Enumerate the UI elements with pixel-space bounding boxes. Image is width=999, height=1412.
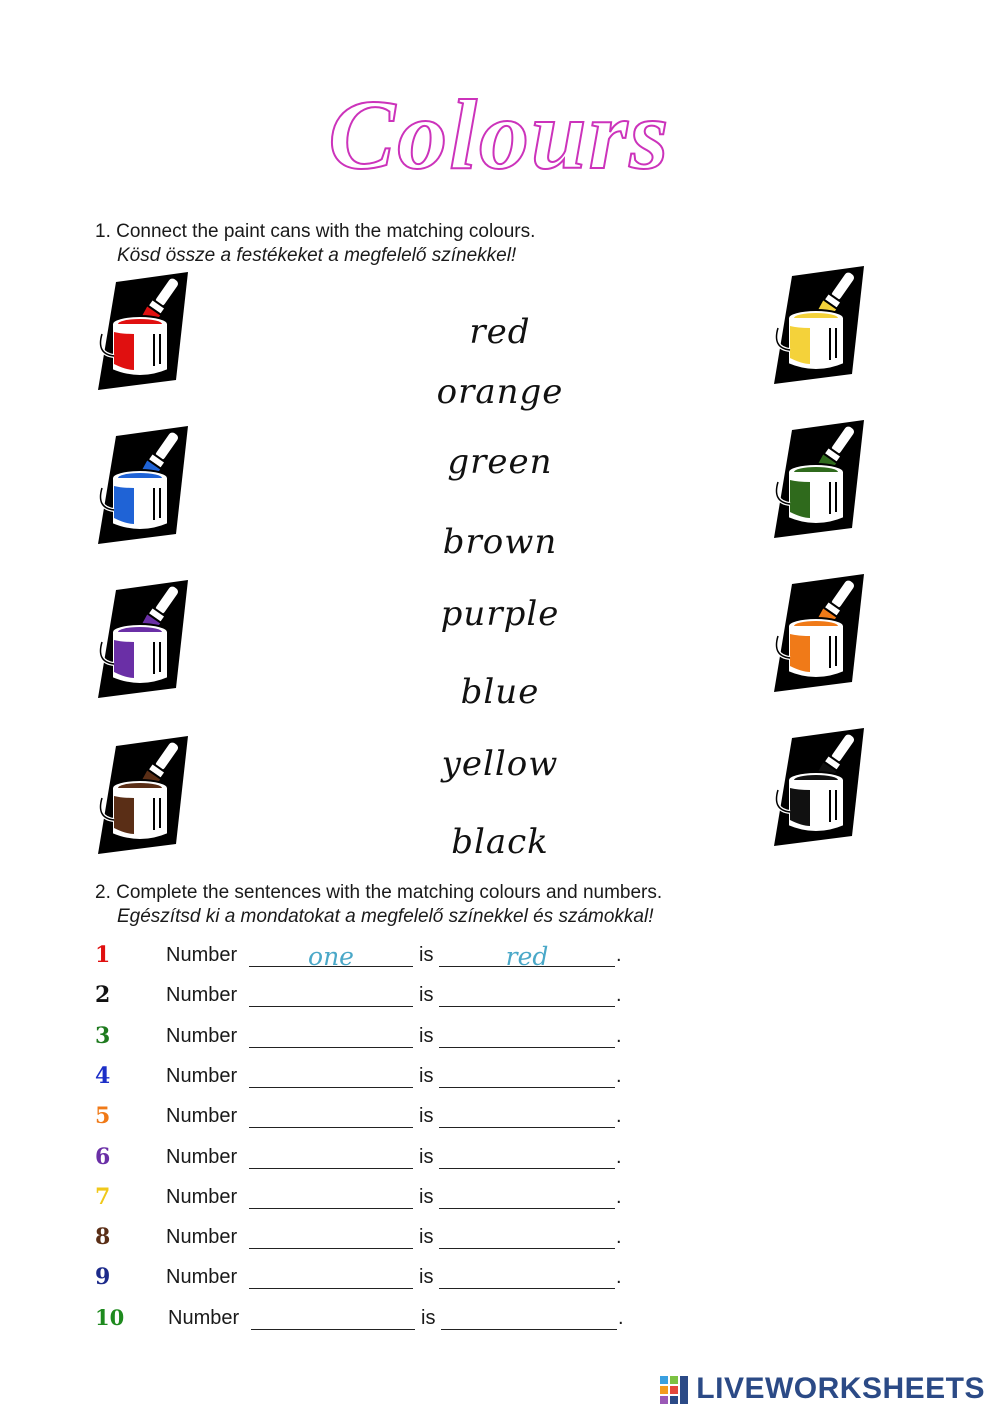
- is-label: is: [419, 1145, 434, 1168]
- colour-answer-input[interactable]: [439, 1065, 615, 1088]
- row-number: 5: [95, 1103, 111, 1130]
- colour-word[interactable]: red: [469, 312, 531, 352]
- colour-answer-input[interactable]: [439, 984, 615, 1007]
- sentence-row: [95, 940, 655, 976]
- period: .: [616, 1105, 622, 1128]
- brand-logo: [696, 1372, 985, 1406]
- liveworksheets-logo-icon: [660, 1376, 688, 1404]
- is-label: is: [419, 1185, 434, 1208]
- sentence-row: [95, 1021, 655, 1057]
- is-label: is: [419, 1266, 434, 1289]
- is-label: is: [419, 984, 434, 1007]
- period: .: [616, 944, 622, 966]
- sentence-row: [95, 1182, 655, 1218]
- period: .: [616, 1064, 622, 1087]
- is-label: is: [419, 1226, 434, 1249]
- is-label: is: [419, 1024, 434, 1047]
- number-answer-input[interactable]: [249, 1065, 413, 1088]
- sentence-row: [95, 1142, 655, 1178]
- colour-word[interactable]: brown: [442, 522, 558, 562]
- colour-answer-input[interactable]: [439, 1226, 615, 1249]
- period: .: [616, 1226, 622, 1249]
- row-number: 2: [95, 982, 111, 1009]
- paint-can-left[interactable]: [98, 272, 190, 395]
- colour-answer-text: red: [505, 942, 549, 971]
- paint-can-blue-icon: [98, 426, 190, 544]
- number-answer-input[interactable]: [249, 1105, 413, 1128]
- number-answer-input[interactable]: [249, 1186, 413, 1209]
- sentence-row: [95, 1262, 655, 1298]
- row-number: 7: [95, 1183, 111, 1210]
- colour-answer-input[interactable]: [439, 1146, 615, 1169]
- is-label: is: [421, 1306, 436, 1329]
- colour-answer-input[interactable]: [439, 1266, 615, 1289]
- row-number: 8: [95, 1224, 111, 1251]
- number-label: Number: [166, 1185, 238, 1208]
- sentence-row: [95, 1303, 655, 1339]
- paint-can-left[interactable]: [98, 426, 190, 549]
- sentence-row: [95, 1061, 655, 1097]
- row-number: 10: [95, 1304, 125, 1330]
- row-number: 1: [95, 942, 111, 968]
- paint-can-right[interactable]: [774, 574, 866, 697]
- exercise2-instruction-en: 2. Complete the sentences with the matching colours and numbers.: [95, 882, 663, 903]
- exercise2-instruction: [95, 881, 662, 929]
- period: .: [618, 1306, 624, 1329]
- number-answer-input[interactable]: [249, 1266, 413, 1289]
- sentence-row: [95, 980, 655, 1016]
- number-answer-input[interactable]: [251, 1307, 415, 1330]
- period: .: [616, 1145, 622, 1168]
- colour-word[interactable]: blue: [460, 672, 540, 712]
- number-label: Number: [166, 1266, 238, 1289]
- colour-word[interactable]: black: [451, 822, 549, 862]
- period: .: [616, 984, 622, 1007]
- sentence-row: [95, 1101, 655, 1137]
- number-label: Number: [166, 1226, 238, 1249]
- colour-word[interactable]: orange: [436, 372, 564, 412]
- colour-word[interactable]: green: [447, 442, 553, 482]
- brand-text: LIVEWORKSHEETS: [696, 1372, 985, 1405]
- number-answer-input[interactable]: [249, 1226, 413, 1249]
- is-label: is: [419, 1105, 434, 1128]
- paint-can-right[interactable]: [774, 266, 866, 389]
- period: .: [616, 1266, 622, 1289]
- paint-can-left[interactable]: [98, 580, 190, 703]
- row-number: 9: [95, 1264, 111, 1291]
- number-label: Number: [166, 1024, 238, 1047]
- number-label: Number: [166, 1064, 238, 1087]
- is-label: is: [419, 944, 434, 966]
- number-label: Number: [166, 944, 238, 966]
- paint-can-brown-icon: [98, 736, 190, 854]
- row-number: 4: [95, 1062, 111, 1089]
- colour-word[interactable]: yellow: [441, 744, 559, 784]
- paint-can-right[interactable]: [774, 420, 866, 543]
- sentence-row: [95, 1222, 655, 1258]
- colour-answer-input[interactable]: [441, 1307, 617, 1330]
- number-answer-input[interactable]: [249, 984, 413, 1007]
- row-number: 3: [95, 1022, 111, 1049]
- paint-can-black-icon: [774, 728, 866, 846]
- paint-can-orange-icon: [774, 574, 866, 692]
- paint-can-right[interactable]: [774, 728, 866, 851]
- row-number: 6: [95, 1143, 111, 1170]
- paint-can-yellow-icon: [774, 266, 866, 384]
- paint-can-red-icon: [98, 272, 190, 390]
- exercise2-instruction-hu: Egészítsd ki a mondatokat a megfelelő színekkel és számokkal!: [117, 906, 654, 927]
- number-answer-input[interactable]: [249, 942, 413, 971]
- colour-answer-input[interactable]: [439, 1025, 615, 1048]
- exercise1-instruction: [95, 220, 535, 268]
- colour-answer-input[interactable]: [439, 1186, 615, 1209]
- exercise1-instruction-hu: Kösd össze a festékeket a megfelelő színekkel!: [117, 245, 517, 266]
- number-answer-text: one: [308, 942, 354, 971]
- paint-can-purple-icon: [98, 580, 190, 698]
- number-answer-input[interactable]: [249, 1025, 413, 1048]
- paint-can-left[interactable]: [98, 736, 190, 859]
- number-label: Number: [166, 984, 238, 1007]
- number-label: Number: [168, 1306, 240, 1329]
- colour-word[interactable]: purple: [440, 594, 560, 634]
- is-label: is: [419, 1064, 434, 1087]
- number-label: Number: [166, 1105, 238, 1128]
- colour-answer-input[interactable]: [439, 1105, 615, 1128]
- period: .: [616, 1185, 622, 1208]
- page-title: Colours: [328, 79, 671, 190]
- exercise1-instruction-en: 1. Connect the paint cans with the matching colours.: [95, 221, 536, 242]
- number-label: Number: [166, 1145, 238, 1168]
- colour-answer-input[interactable]: [439, 942, 615, 971]
- paint-can-green-icon: [774, 420, 866, 538]
- number-answer-input[interactable]: [249, 1146, 413, 1169]
- period: .: [616, 1024, 622, 1047]
